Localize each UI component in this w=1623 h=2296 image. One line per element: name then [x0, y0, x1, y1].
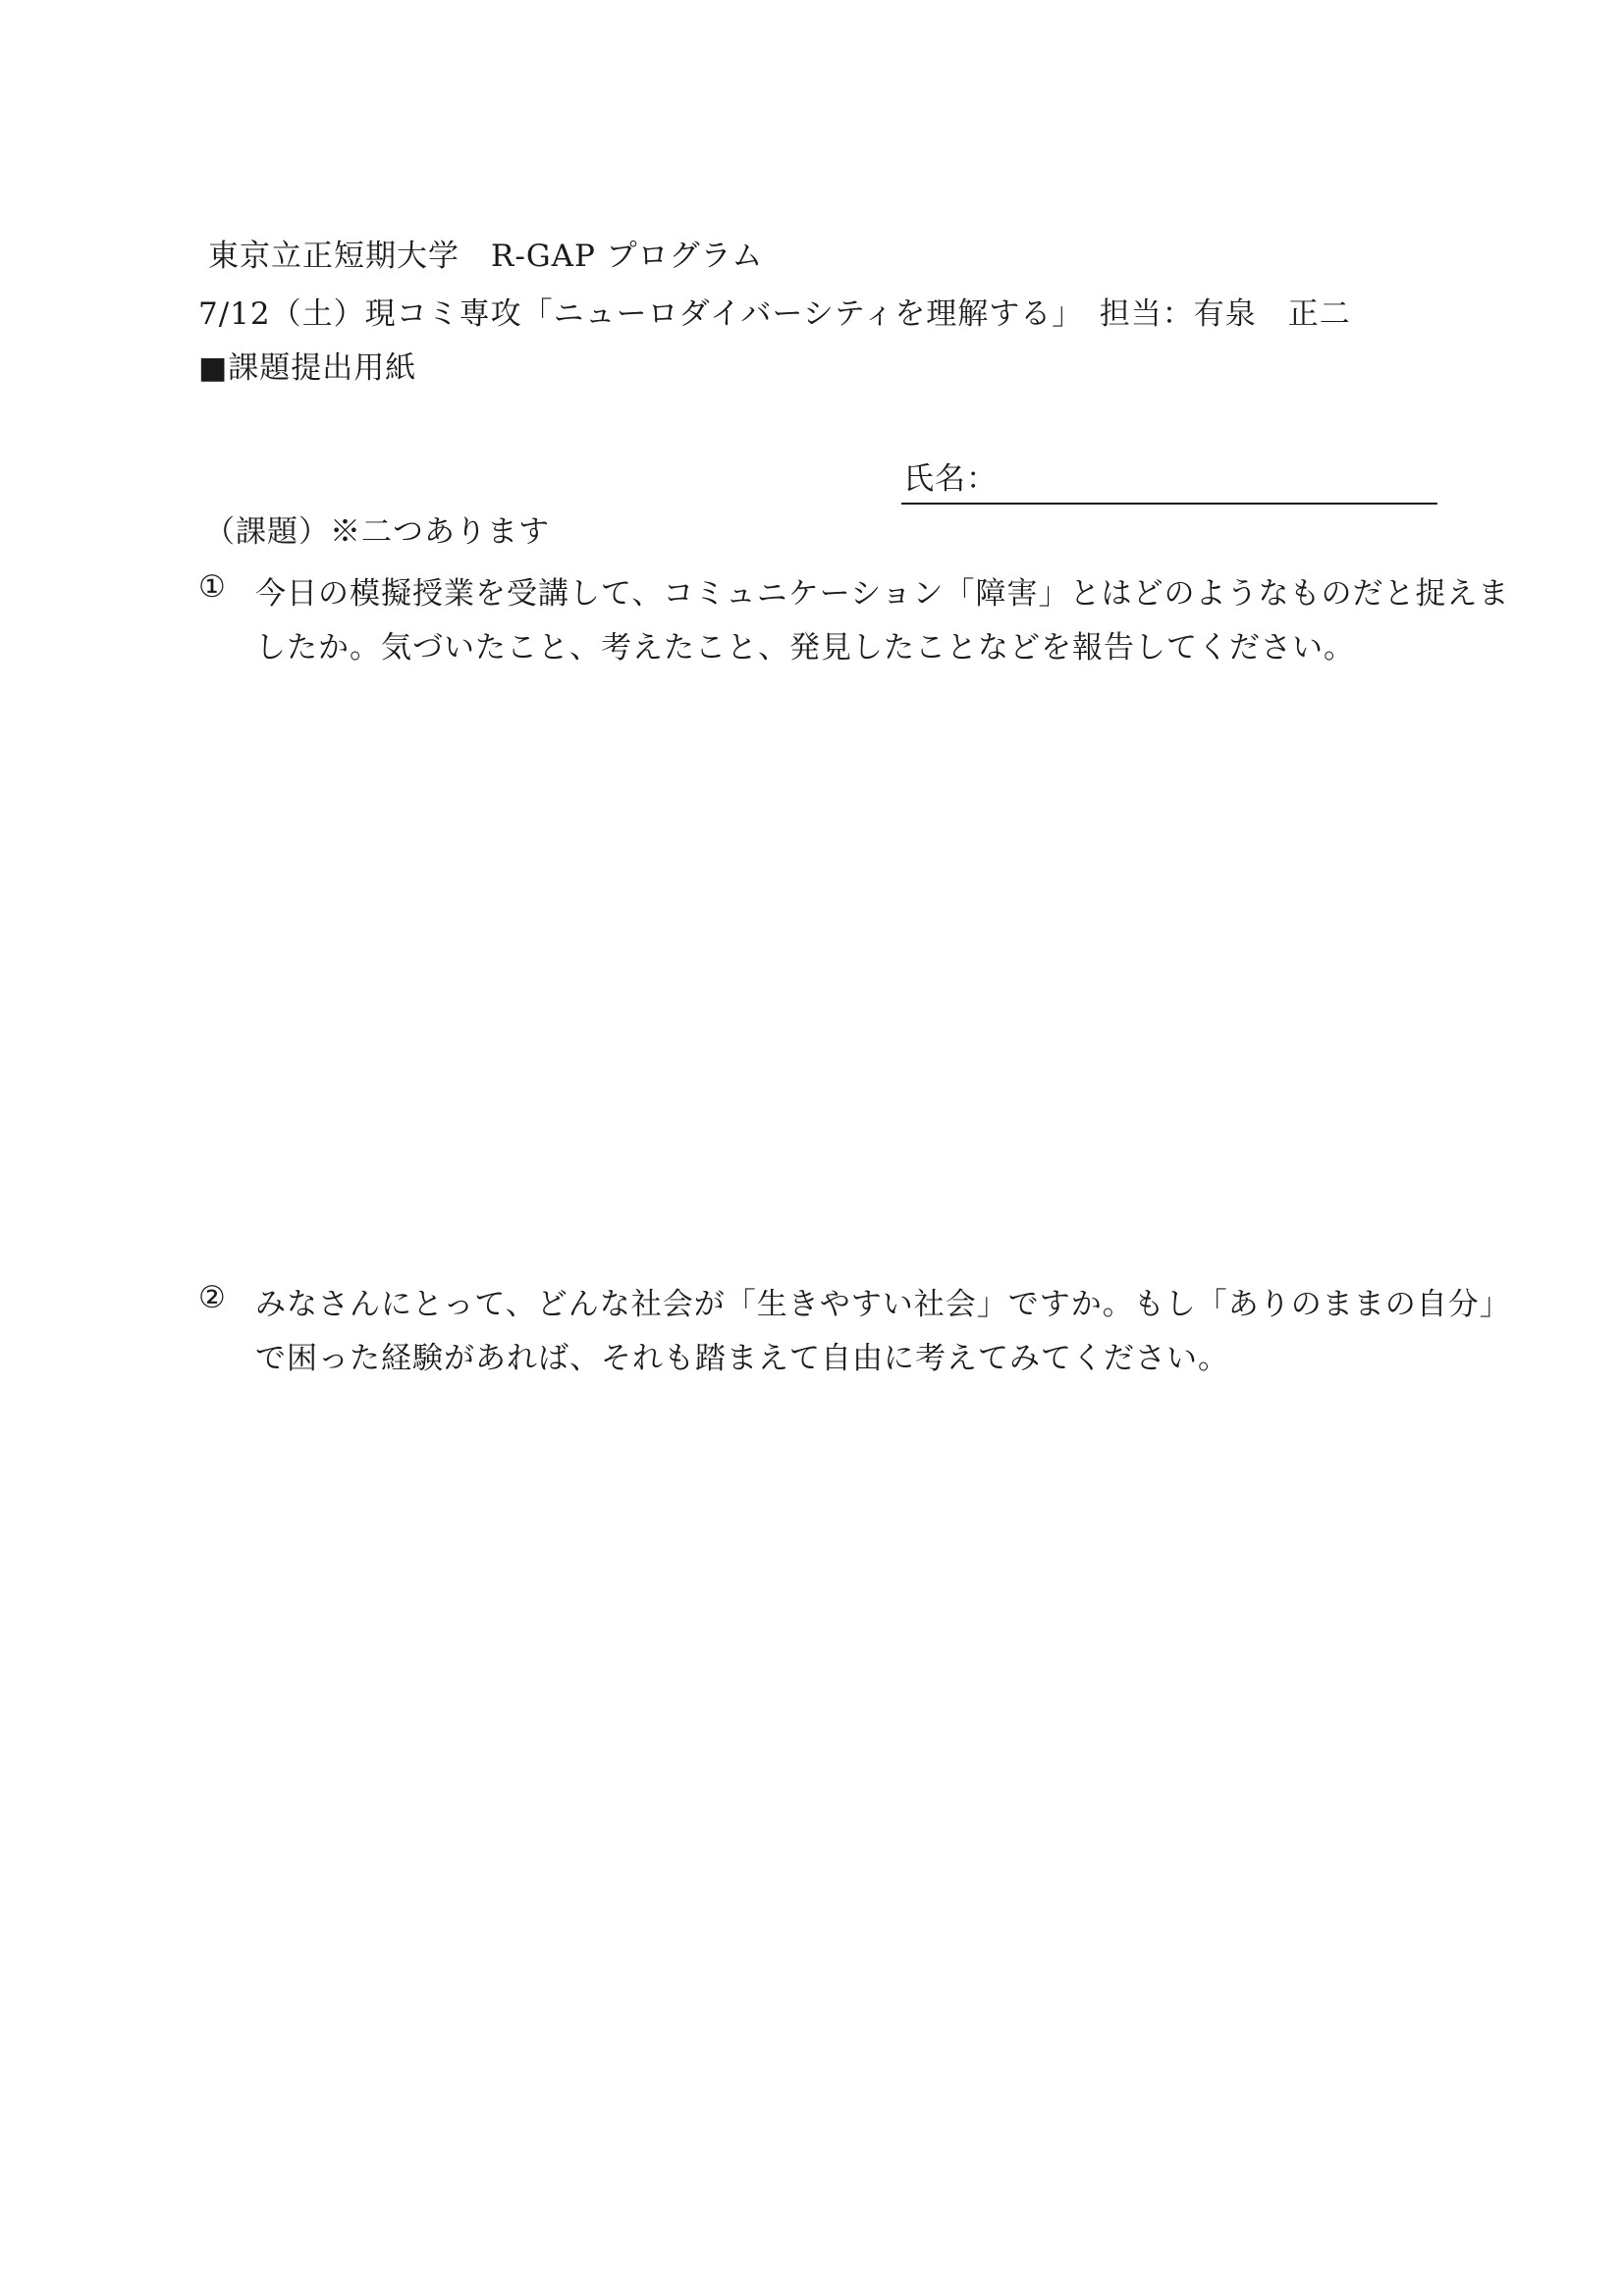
name-label: 氏名：: [903, 461, 998, 497]
question-text: [255, 1278, 1511, 1386]
question-text: [255, 567, 1510, 675]
answer-area-2[interactable]: [198, 1394, 1445, 2199]
task-intro: （課題）※二つあります: [204, 514, 550, 550]
answer-area-1[interactable]: [198, 687, 1445, 1256]
question-number: ①: [198, 569, 226, 605]
course-info-line: 7/12（土）現コミ専攻「ニューロダイバーシティを理解する」 担当：有泉 正二: [198, 296, 1351, 332]
question-text-line: 今日の模擬授業を受講して、コミュニケーション「障害」とはどのようなものだと捉えま: [255, 576, 1510, 612]
name-field[interactable]: [901, 459, 1437, 505]
question-text-line: で困った経験があれば、それも踏まえて自由に考えてみてください。: [255, 1341, 1229, 1376]
question-number: ②: [198, 1280, 226, 1315]
university-program-title: 東京立正短期大学 R-GAP プログラム: [208, 239, 764, 274]
form-title: ■課題提出用紙: [198, 350, 417, 386]
question-text-line: みなさんにとって、どんな社会が「生きやすい社会」ですか。もし「ありのままの自分」: [255, 1287, 1511, 1322]
question-text-line: したか。気づいたこと、考えたこと、発見したことなどを報告してください。: [255, 630, 1355, 666]
